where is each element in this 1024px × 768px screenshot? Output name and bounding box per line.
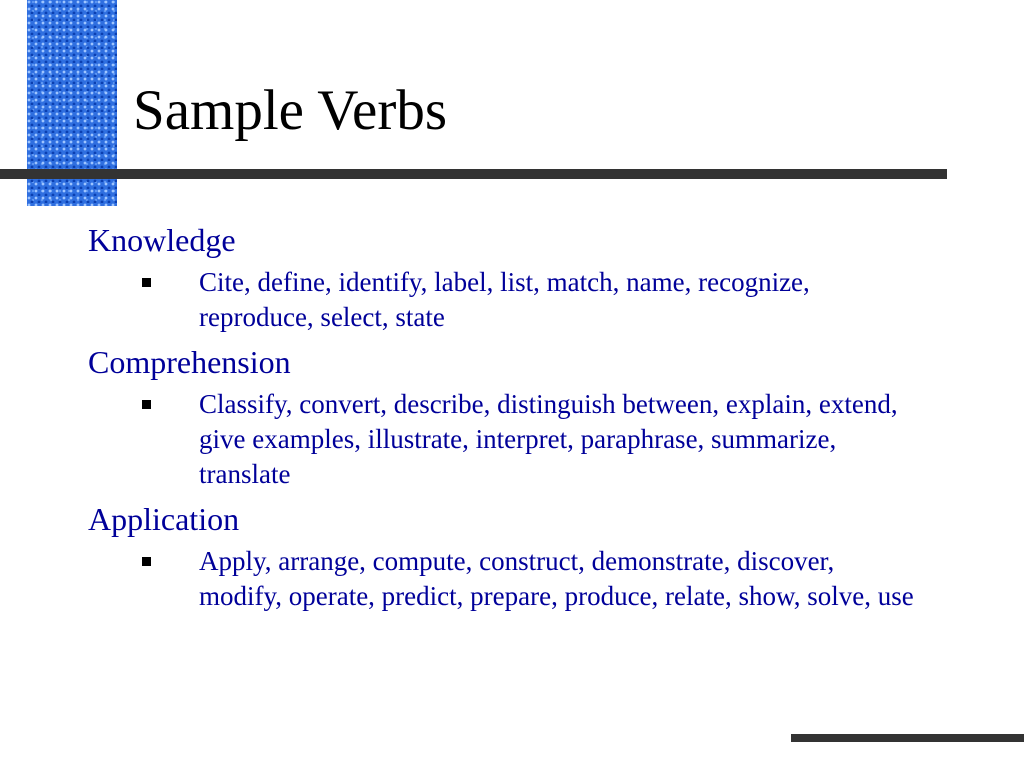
square-bullet-icon <box>142 278 151 287</box>
square-bullet-icon <box>142 400 151 409</box>
section-comprehension <box>88 343 988 492</box>
bullet-item <box>88 265 988 335</box>
slide-title: Sample Verbs <box>133 79 448 142</box>
section-heading-comprehension: Comprehension <box>88 344 291 380</box>
slide-content <box>88 221 988 622</box>
section-application <box>88 500 988 614</box>
square-bullet-icon <box>142 557 151 566</box>
bullet-item <box>88 387 988 492</box>
bullet-text: Classify, convert, describe, distinguish between, explain, extend, give examples, illustrate, interpret, paraphrase, summarize, translate <box>199 389 898 489</box>
footer-divider <box>791 734 1024 742</box>
bullet-item <box>88 544 988 614</box>
section-heading-knowledge: Knowledge <box>88 222 236 258</box>
section-knowledge <box>88 221 988 335</box>
bullet-text: Apply, arrange, compute, construct, demonstrate, discover, modify, operate, predict, prepare, produce, relate, show, solve, use <box>199 546 914 611</box>
bullet-text: Cite, define, identify, label, list, match, name, recognize, reproduce, select, state <box>199 267 810 332</box>
title-divider <box>0 169 947 179</box>
section-heading-application: Application <box>88 501 240 537</box>
